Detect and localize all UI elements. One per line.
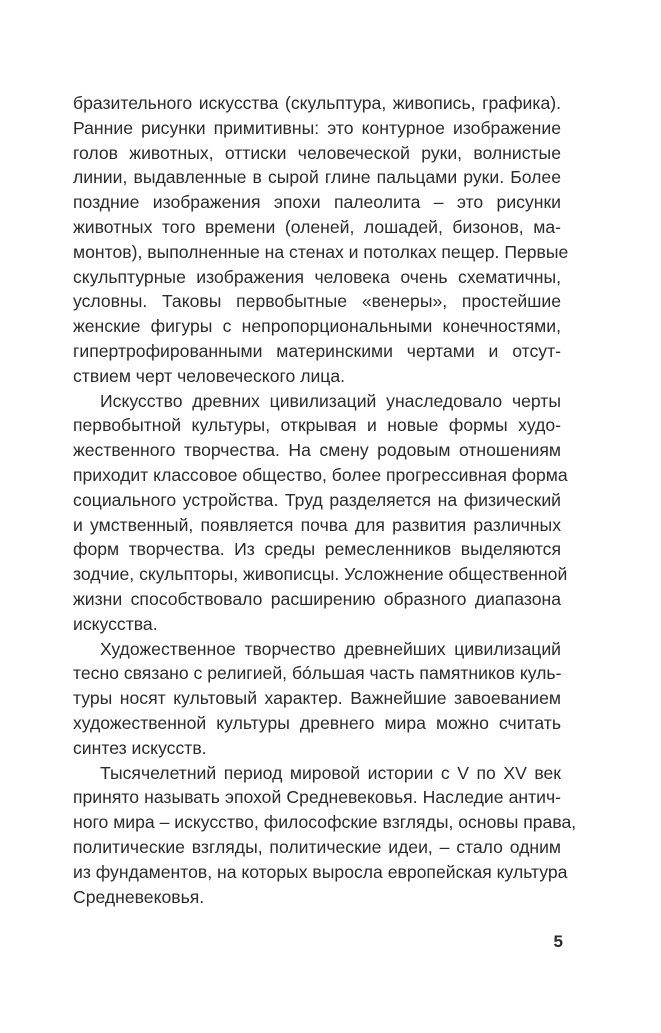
text-line: животных того времени (оленей, лошадей, бизонов, ма- <box>73 216 561 237</box>
text-line: жественного творчества. На смену родовым отношениям <box>73 440 561 461</box>
text-line: принято называть эпохой Средневековья. Наследие антич- <box>73 787 561 808</box>
text-line: Тысячелетний период мировой истории с V по XV век <box>100 762 561 783</box>
text-line: женские фигуры с непропорциональными конечностями, <box>73 316 561 337</box>
text-line: ствием черт человеческого лица. <box>73 365 346 386</box>
text-line: Художественное творчество древнейших цивилизаций <box>100 638 561 659</box>
text-line: условны. Таковы первобытные «венеры», простейшие <box>73 291 561 312</box>
text-line: политические взгляды, политические идеи, – стало одним <box>73 836 561 857</box>
page-number: 5 <box>553 932 563 951</box>
text-line: монтов), выполненные на стенах и потолках пещер. Первые <box>73 241 569 262</box>
text-line: голов животных, оттиски человеческой руки, волнистые <box>73 142 561 163</box>
text-line: Искусство древних цивилизаций унаследовало черты <box>100 390 561 411</box>
text-line: форм творчества. Из среды ремесленников выделяются <box>73 539 561 560</box>
paragraph-3 <box>73 637 561 761</box>
paragraph-1 <box>73 91 569 389</box>
text-line: жизни способствовало расширению образного диапазона <box>73 588 561 609</box>
text-line: скульптурные изображения человека очень схематичны, <box>73 266 561 287</box>
paragraph-4 <box>73 761 577 910</box>
text-line: социального устройства. Труд разделяется на физический <box>73 489 561 510</box>
text-line: из фундаментов, на которых выросла европейская культура <box>73 861 568 882</box>
text-line: гипертрофированными материнскими чертами и отсут- <box>73 340 561 361</box>
text-line: приходит классовое общество, более прогрессивная форма <box>73 464 568 485</box>
text-line: Средневековья. <box>73 886 205 907</box>
text-line: поздние изображения эпохи палеолита – это рисунки <box>73 192 561 213</box>
text-line: тесно связано с религией, бóльшая часть памятников куль- <box>73 663 562 684</box>
body-text <box>73 91 577 909</box>
text-line: и умственный, появляется почва для развития различных <box>73 514 561 535</box>
text-line: зодчие, скульпторы, живописцы. Усложнение общественной <box>73 564 568 585</box>
text-line: линии, выдавленные в сырой глине пальцами руки. Более <box>73 167 561 188</box>
text-line: художественной культуры древнего мира можно считать <box>73 712 561 733</box>
text-line: первобытной культуры, открывая и новые формы худо- <box>73 415 561 436</box>
text-line: бразительного искусства (скульптура, живопись, графика). <box>73 93 561 113</box>
text-line: синтез искусств. <box>73 737 207 758</box>
text-line: Ранние рисунки примитивны: это контурное изображение <box>73 117 561 138</box>
text-line: туры носят культовый характер. Важнейшие завоеванием <box>73 688 561 709</box>
paragraph-2 <box>73 389 568 637</box>
text-line: искусства. <box>73 613 158 634</box>
text-line: ного мира – искусство, философские взгляды, основы права, <box>73 812 577 833</box>
